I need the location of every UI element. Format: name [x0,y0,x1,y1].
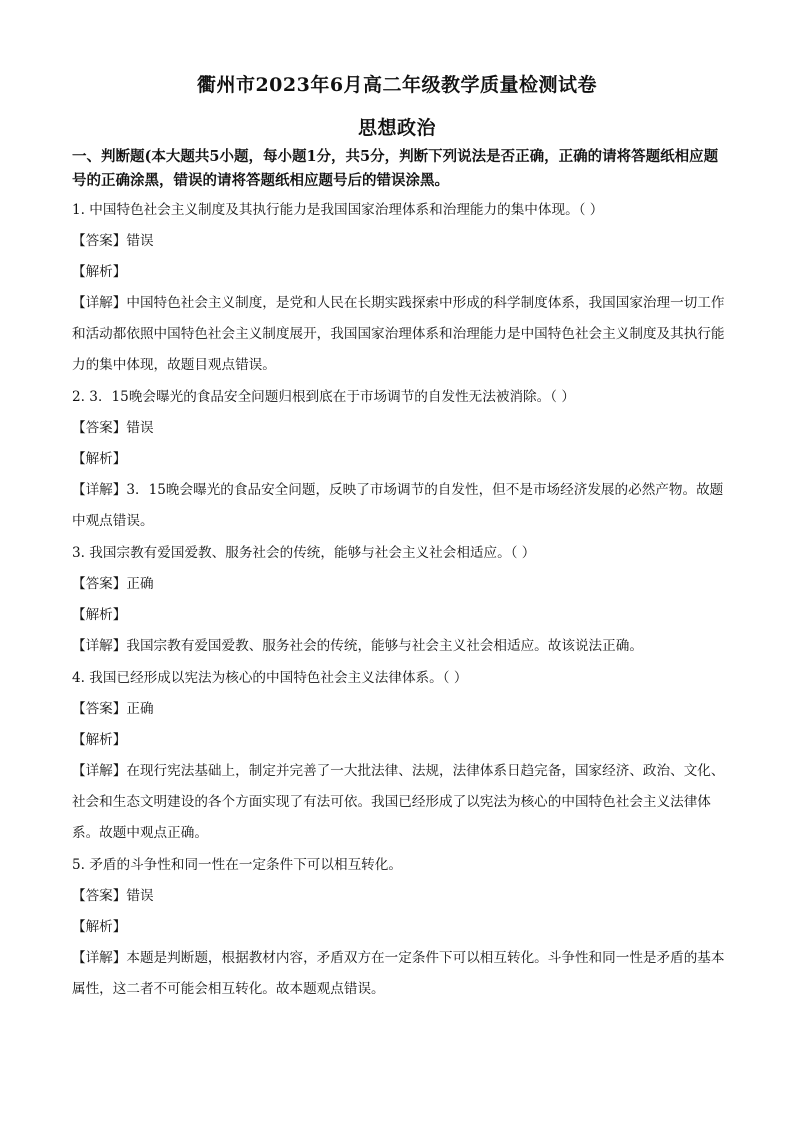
question-5-answer: 【答案】错误 [72,888,154,904]
question-3-stem: 3. 我国宗教有爱国爱教、服务社会的传统，能够与社会主义社会相适应。（ ） [72,545,536,561]
question-4-detail: 【详解】在现行宪法基础上，制定并完善了一大批法律、法规，法律体系日趋完备，国家经济、政治、文化、社会和生态文明建设的各个方面实现了有法可依。我国已经形成了以宪法为核心的中国特色社会主义法律体系。故题中观点正确。 [72,763,725,841]
question-2-analysis: 【解析】 [72,451,127,467]
question-2-detail: 【详解】3．15晚会曝光的食品安全问题，反映了市场调节的自发性，但不是市场经济发展的必然产物。故题中观点错误。 [72,482,724,529]
question-5-detail: 【详解】本题是判断题，根据教材内容，矛盾双方在一定条件下可以相互转化。斗争性和同一性是矛盾的基本属性，这二者不可能会相互转化。故本题观点错误。 [72,950,725,997]
question-5-analysis: 【解析】 [72,919,127,935]
question-1-stem: 1. 中国特色社会主义制度及其执行能力是我国国家治理体系和治理能力的集中体现。（ ） [72,202,604,218]
question-4-analysis: 【解析】 [72,732,127,748]
question-3-answer: 【答案】正确 [72,576,154,592]
exam-title: 衢州市2023年6月高二年级教学质量检测试卷 [196,74,598,96]
question-3-analysis: 【解析】 [72,607,127,623]
question-2-stem: 2. 3．15晚会曝光的食品安全问题归根到底在于市场调节的自发性无法被消除。（ ） [72,389,575,405]
exam-subject: 思想政治 [357,117,436,139]
question-4-stem: 4. 我国已经形成以宪法为核心的中国特色社会主义法律体系。（ ） [72,670,468,686]
question-5-stem: 5. 矛盾的斗争性和同一性在一定条件下可以相互转化。 [72,857,402,873]
question-4-answer: 【答案】正确 [72,701,154,717]
section-heading: 一、判断题(本大题共5小题，每小题1分，共5分，判断下列说法是否正确，正确的请将答题纸相应题号的正确涂黑，错误的请将答题纸相应题号后的错误涂黑。 [72,148,719,189]
question-1-detail: 【详解】中国特色社会主义制度，是党和人民在长期实践探索中形成的科学制度体系，我国国家治理一切工作和活动都依照中国特色社会主义制度展开，我国国家治理体系和治理能力是中国特色社会主义制度及其执行能力的集中体现，故题目观点错误。 [72,295,725,373]
question-3-detail: 【详解】我国宗教有爱国爱教、服务社会的传统，能够与社会主义社会相适应。故该说法正确。 [72,638,643,654]
question-2-answer: 【答案】错误 [72,420,154,436]
question-1-answer: 【答案】错误 [72,233,154,249]
question-1-analysis: 【解析】 [72,264,127,280]
